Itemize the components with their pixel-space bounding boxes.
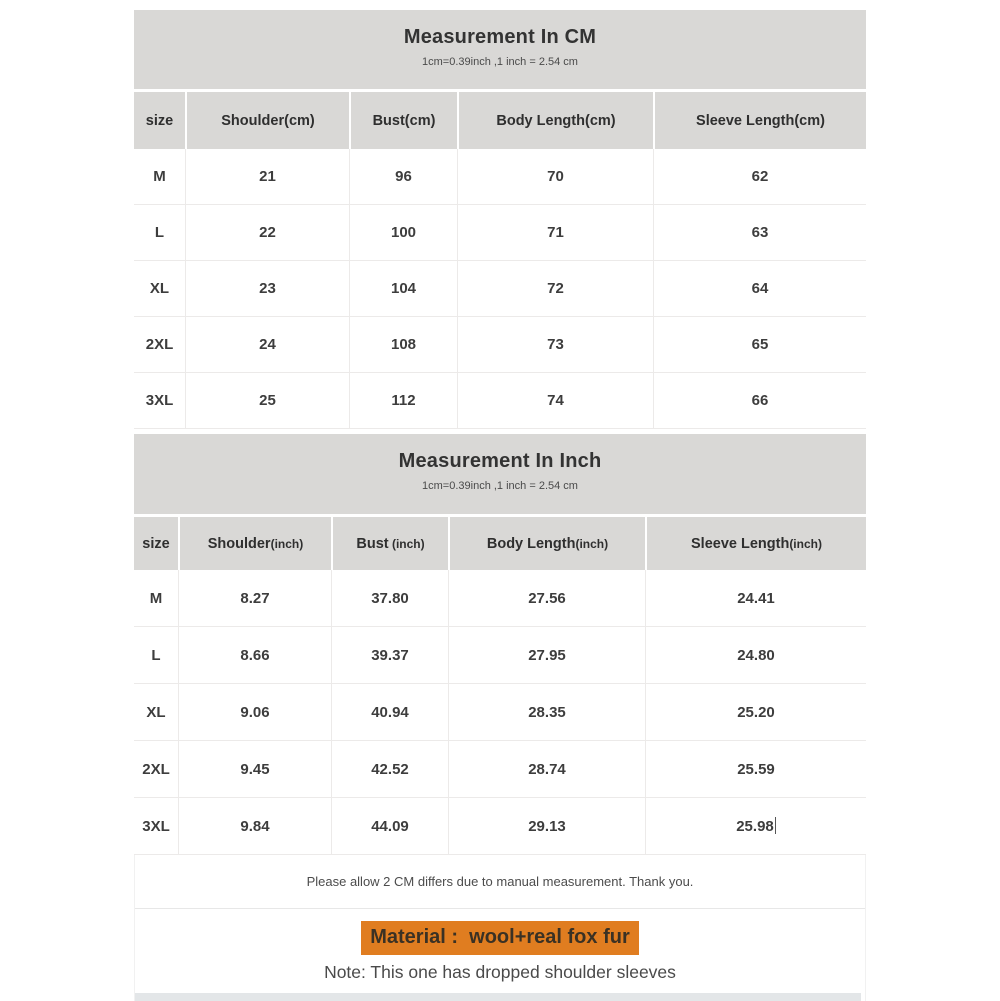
value-cell: 8.27 <box>178 570 331 627</box>
size-cell: L <box>134 627 178 684</box>
header-unit: (cm) <box>794 112 825 129</box>
value-cell: 28.74 <box>448 741 645 798</box>
header-label: Bust <box>372 112 405 129</box>
value-cell: 8.66 <box>178 627 331 684</box>
column-header-sleeve-length <box>653 92 866 149</box>
size-chart-sheet <box>134 0 866 1001</box>
header-label: Shoulder <box>207 535 271 552</box>
table-row <box>134 741 866 798</box>
measurement-disclaimer: Please allow 2 CM differs due to manual measurement. Thank you. <box>135 855 865 909</box>
column-header-bust <box>349 92 457 149</box>
text-cursor-artifact <box>775 817 776 834</box>
table-row <box>134 570 866 627</box>
header-label: size <box>145 112 174 129</box>
table-row <box>134 627 866 684</box>
value-cell: 40.94 <box>331 684 448 741</box>
size-cell: 3XL <box>134 373 185 429</box>
value-cell: 70 <box>457 149 653 205</box>
cm-table <box>134 92 866 429</box>
header-label: Sleeve Length <box>691 535 790 552</box>
table-row <box>134 205 866 261</box>
value-cell: 62 <box>653 149 866 205</box>
value-cell: 104 <box>349 261 457 317</box>
column-header-bust <box>331 517 448 570</box>
column-header-shoulder <box>178 517 331 570</box>
table-row <box>134 798 866 855</box>
value-cell <box>645 798 866 855</box>
value-cell: 23 <box>185 261 349 317</box>
column-header-size <box>134 517 178 570</box>
column-header-sleeve-length <box>645 517 866 570</box>
value-cell: 44.09 <box>331 798 448 855</box>
cm-table-title: Measurement In CM <box>403 26 597 48</box>
table-row <box>134 373 866 429</box>
value-cell: 9.84 <box>178 798 331 855</box>
header-label: Sleeve Length <box>696 112 795 129</box>
value-cell: 9.06 <box>178 684 331 741</box>
size-chart-inch <box>134 434 866 855</box>
value-cell: 108 <box>349 317 457 373</box>
material-note-section <box>135 921 865 1001</box>
value-cell: 63 <box>653 205 866 261</box>
value-cell: 25.59 <box>645 741 866 798</box>
value-cell: 64 <box>653 261 866 317</box>
value-cell: 39.37 <box>331 627 448 684</box>
value-cell: 73 <box>457 317 653 373</box>
column-header-shoulder <box>185 92 349 149</box>
value-cell: 27.56 <box>448 570 645 627</box>
value-cell: 37.80 <box>331 570 448 627</box>
size-cell: 2XL <box>134 741 178 798</box>
column-header-body-length <box>457 92 653 149</box>
value-cell: 25.20 <box>645 684 866 741</box>
material-highlight: Material : wool+real fox fur <box>361 921 639 955</box>
size-cell: 3XL <box>134 798 178 855</box>
value-cell: 100 <box>349 205 457 261</box>
value-cell: 29.13 <box>448 798 645 855</box>
value-cell: 25 <box>185 373 349 429</box>
header-unit: (cm) <box>404 112 436 129</box>
cm-table-subtitle: 1cm=0.39inch ,1 inch = 2.54 cm <box>422 56 578 68</box>
value-cell: 72 <box>457 261 653 317</box>
value-cell: 22 <box>185 205 349 261</box>
value-cell: 74 <box>457 373 653 429</box>
column-header-body-length <box>448 517 645 570</box>
note-text: Note: This one has dropped shoulder sleeves <box>324 962 676 982</box>
value-cell: 9.45 <box>178 741 331 798</box>
value-cell: 21 <box>185 149 349 205</box>
table-row <box>134 684 866 741</box>
size-cell: M <box>134 570 178 627</box>
header-unit: (cm) <box>284 112 315 129</box>
value-text: 25.98 <box>736 818 774 835</box>
header-unit: (cm) <box>584 112 616 129</box>
cm-title-panel <box>134 10 866 89</box>
value-cell: 112 <box>349 373 457 429</box>
inch-title-panel <box>134 434 866 514</box>
size-cell: 2XL <box>134 317 185 373</box>
header-unit: (inch) <box>388 536 425 551</box>
size-chart-cm <box>134 10 866 429</box>
size-cell: XL <box>134 261 185 317</box>
header-label: Shoulder <box>221 112 285 129</box>
header-unit: (inch) <box>270 536 304 551</box>
value-cell: 28.35 <box>448 684 645 741</box>
value-cell: 24.80 <box>645 627 866 684</box>
value-cell: 71 <box>457 205 653 261</box>
size-cell: M <box>134 149 185 205</box>
inch-table <box>134 517 866 855</box>
inch-table-subtitle: 1cm=0.39inch ,1 inch = 2.54 cm <box>422 480 578 492</box>
inch-header-row <box>134 517 866 570</box>
value-cell: 65 <box>653 317 866 373</box>
header-unit: (inch) <box>575 536 609 551</box>
size-cell: L <box>134 205 185 261</box>
value-cell: 24.41 <box>645 570 866 627</box>
header-unit: (inch) <box>789 536 822 551</box>
header-label: Body Length <box>486 535 576 552</box>
inch-table-title: Measurement In Inch <box>398 450 602 472</box>
value-cell: 27.95 <box>448 627 645 684</box>
header-label: Bust <box>356 535 389 552</box>
value-cell: 24 <box>185 317 349 373</box>
footer-notes-box <box>134 855 866 1001</box>
value-cell: 66 <box>653 373 866 429</box>
table-row <box>134 261 866 317</box>
material-line <box>135 921 865 955</box>
header-label: Body Length <box>496 112 585 129</box>
value-cell: 42.52 <box>331 741 448 798</box>
column-header-size <box>134 92 185 149</box>
value-cell: 96 <box>349 149 457 205</box>
header-label: size <box>142 535 170 552</box>
table-row <box>134 317 866 373</box>
table-row <box>134 149 866 205</box>
size-cell: XL <box>134 684 178 741</box>
cm-header-row <box>134 92 866 149</box>
